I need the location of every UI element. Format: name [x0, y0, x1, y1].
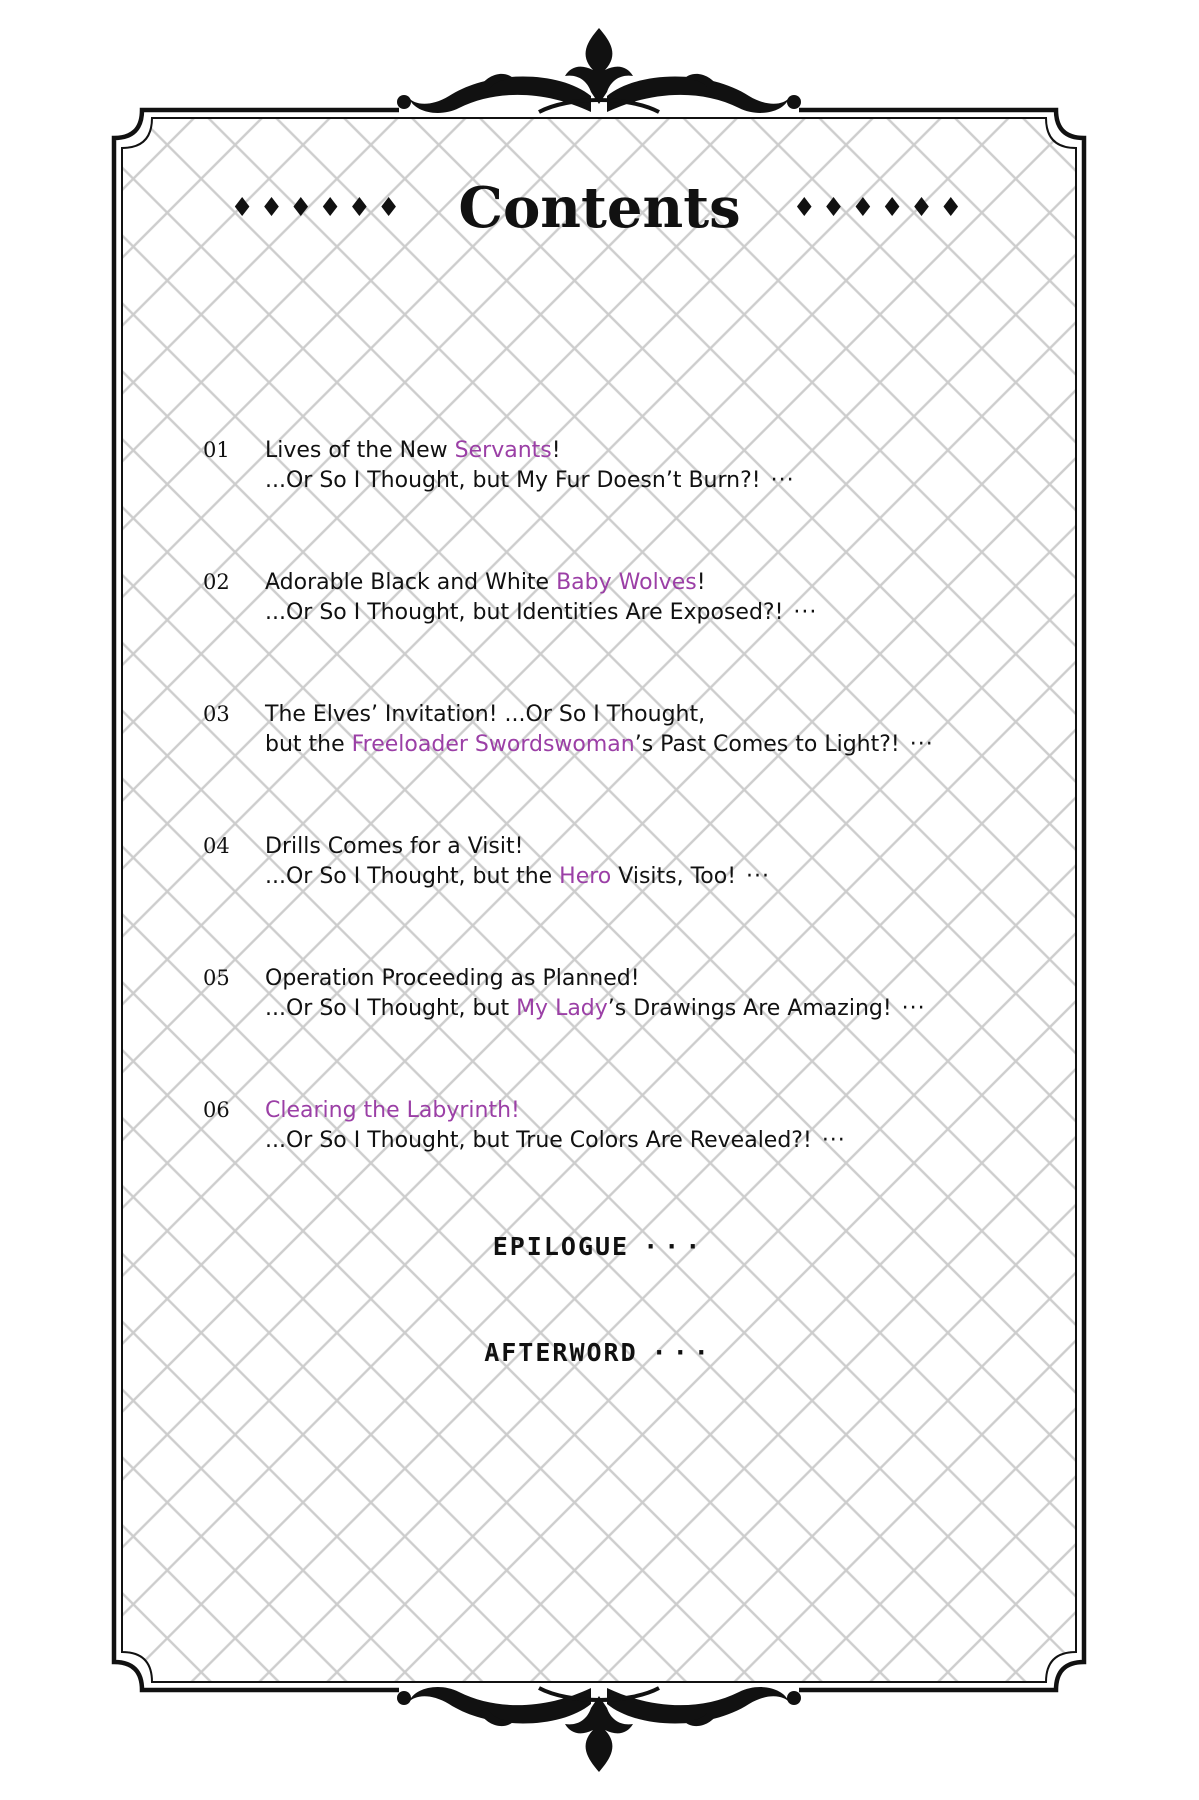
- leader-dots: ···: [770, 468, 795, 493]
- text-segment: but the: [265, 732, 352, 757]
- page-title: Contents: [458, 175, 741, 241]
- chapter-number: 06: [203, 1098, 230, 1122]
- chapter-title-line-2: [265, 466, 1025, 496]
- leader-dots: ···: [909, 732, 934, 757]
- leader-dots: ···: [746, 864, 771, 889]
- chapter-title-line-2: [265, 730, 1025, 760]
- text-segment: ’s Past Comes to Light?!: [634, 732, 900, 757]
- text-segment: The Elves’ Invitation! ...Or So I Thought,: [265, 702, 706, 727]
- leader-dots: ···: [643, 1232, 707, 1261]
- chapter-number: 04: [203, 834, 230, 858]
- text-segment: ...Or So I Thought, but True Colors Are Revealed?!: [265, 1128, 812, 1153]
- chapter-title-line-2: [265, 1126, 1025, 1156]
- highlighted-text: Clearing the Labyrinth!: [265, 1098, 520, 1123]
- highlighted-text: My Lady: [516, 996, 608, 1021]
- chapter-title-line-1: [265, 1096, 1025, 1126]
- chapter-title: [265, 568, 1025, 628]
- leader-dots: ···: [793, 600, 818, 625]
- chapter-title-line-2: [265, 994, 1025, 1024]
- top-ornament-icon: [397, 28, 801, 116]
- bottom-ornament-icon: [397, 1684, 801, 1772]
- text-segment: ...Or So I Thought, but the: [265, 864, 560, 889]
- chapter-title: [265, 700, 1025, 760]
- toc-entry-epilogue[interactable]: [0, 1232, 1199, 1261]
- title-row: [0, 168, 1199, 248]
- text-segment: ...Or So I Thought, but: [265, 996, 517, 1021]
- chapter-title-line-1: [265, 700, 1025, 730]
- leader-dots: ···: [651, 1338, 715, 1367]
- text-segment: !: [696, 570, 706, 595]
- chapter-number: 01: [203, 438, 230, 462]
- chapter-number: 02: [203, 570, 230, 594]
- highlighted-text: Baby Wolves: [556, 570, 697, 595]
- chapter-title: [265, 832, 1025, 892]
- text-segment: ...Or So I Thought, but Identities Are Exposed?!: [265, 600, 784, 625]
- title-ornament-left: ♦♦♦♦♦♦: [230, 193, 407, 223]
- toc-entry-afterword[interactable]: [0, 1338, 1199, 1367]
- highlighted-text: Freeloader Swordswoman: [351, 732, 635, 757]
- chapter-title-line-2: [265, 598, 1025, 628]
- chapter-title-line-1: [265, 964, 1025, 994]
- text-segment: Lives of the New: [265, 438, 455, 463]
- text-segment: Adorable Black and White: [265, 570, 557, 595]
- text-segment: Visits, Too!: [611, 864, 737, 889]
- text-segment: ...Or So I Thought, but My Fur Doesn’t Burn?!: [265, 468, 761, 493]
- highlighted-text: Servants: [454, 438, 552, 463]
- highlighted-text: Hero: [559, 864, 612, 889]
- chapter-number: 03: [203, 702, 230, 726]
- text-segment: !: [551, 438, 561, 463]
- chapter-title-line-1: [265, 568, 1025, 598]
- afterword-label: AFTERWORD: [484, 1338, 638, 1367]
- text-segment: Drills Comes for a Visit!: [265, 834, 524, 859]
- chapter-title: [265, 436, 1025, 496]
- chapter-title-line-2: [265, 862, 1025, 892]
- chapter-title-line-1: [265, 436, 1025, 466]
- text-segment: ’s Drawings Are Amazing!: [607, 996, 892, 1021]
- leader-dots: ···: [901, 996, 926, 1021]
- chapter-title: [265, 1096, 1025, 1156]
- chapter-title-line-1: [265, 832, 1025, 862]
- chapter-number: 05: [203, 966, 230, 990]
- chapter-title: [265, 964, 1025, 1024]
- epilogue-label: EPILOGUE: [492, 1232, 630, 1261]
- text-segment: Operation Proceeding as Planned!: [265, 966, 640, 991]
- title-ornament-right: ♦♦♦♦♦♦: [792, 193, 969, 223]
- leader-dots: ···: [821, 1128, 846, 1153]
